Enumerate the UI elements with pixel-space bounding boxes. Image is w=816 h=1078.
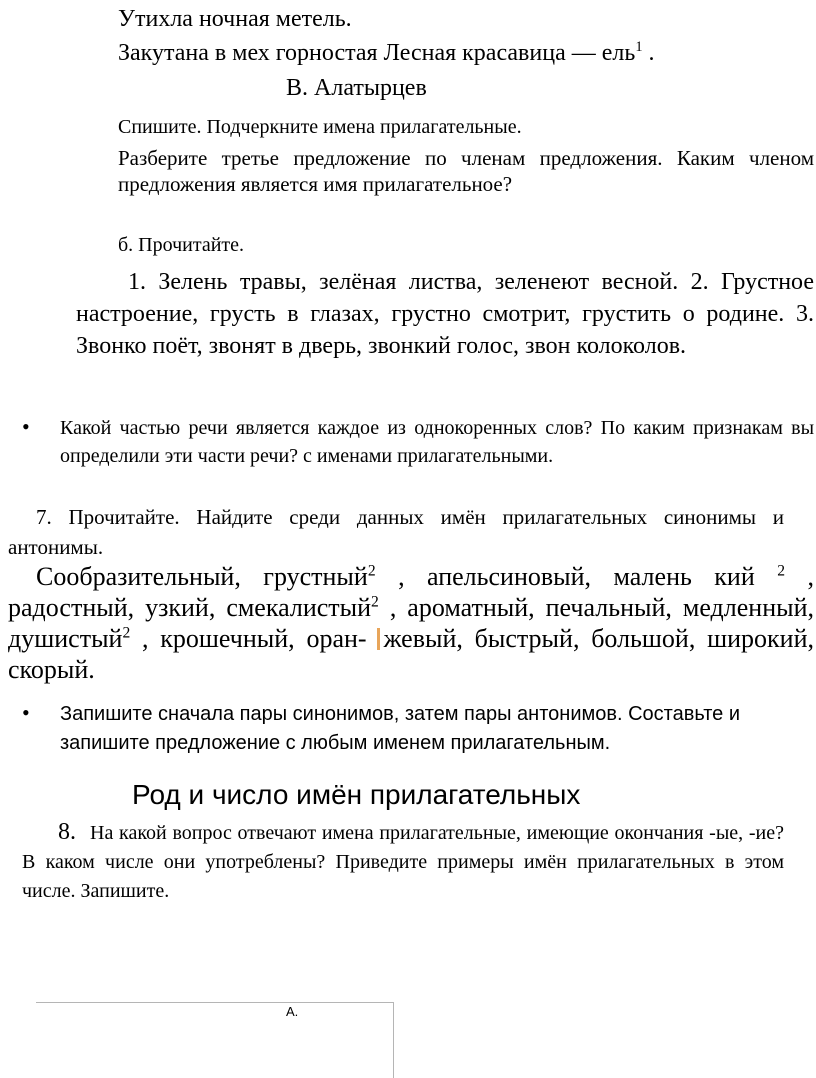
bullet-2-text: Запишите сначала пары синонимов, затем пары антонимов. Составьте и запишите предложение с любым именем прилагательным.: [60, 703, 741, 754]
bullet-icon: •: [22, 700, 30, 725]
bullet-icon: •: [22, 414, 30, 439]
footer-text: А.: [286, 1004, 299, 1019]
section-title: Род и число имён прилагательных: [132, 779, 581, 810]
poem: [118, 2, 758, 70]
exercise-7-words: Сообразительный, грустный$^2$ , апельсиновый, малень кий $^2$ , радостный, узкий, смекалистый$^2$ , ароматный, печальный, медленный, душистый$^2$ , крошечный, оран- жевый, быстрый, большой, широкий, скорый.: [8, 562, 815, 684]
footer-vertical-divider: [393, 1002, 394, 1078]
exercise-7-intro: 7. Прочитайте. Найдите среди данных имён прилагательных синонимы и антонимы.: [8, 505, 784, 559]
exercise-6-label: б. Прочитайте.: [118, 234, 245, 256]
text-cursor-marker: [377, 628, 380, 650]
poem-author: В. Алатырцев: [286, 75, 427, 101]
bullet-item-1: [22, 414, 814, 470]
task-parse: Разберите третье предложение по членам предложения. Каким членом предложения является имя прилагательное?: [118, 146, 814, 196]
poem-line-2: Закутана в мех горностая Лесная красавица — ель$^1$ .: [118, 39, 655, 66]
bullet-1-text: Какой частью речи является каждое из однокоренных слов? По каким признакам вы определили эти части речи? с именами прилагательными.: [60, 417, 814, 467]
exercise-8: [22, 818, 784, 906]
bullet-item-2: [22, 700, 814, 758]
footer-divider: [36, 1002, 394, 1003]
exercise-8-number: 8.: [58, 819, 76, 845]
poem-line-1: Утихла ночная метель.: [118, 6, 352, 32]
exercise-8-text: На какой вопрос отвечают имена прилагательные, имеющие окончания -ые, -ие? В каком числе они употреблены? Приведите примеры имён прилагательных в этом числе. Запишите.: [22, 822, 784, 902]
exercise-6-text: 1. Зелень травы, зелёная листва, зеленеют весной. 2. Грустное настроение, грусть в глазах, грустно смотрит, грустить о родине. 3. Звонко поёт, звонят в дверь, звонкий голос, звон колоколов.: [76, 269, 814, 359]
task-copy: Спишите. Подчеркните имена прилагательные.: [118, 116, 522, 138]
